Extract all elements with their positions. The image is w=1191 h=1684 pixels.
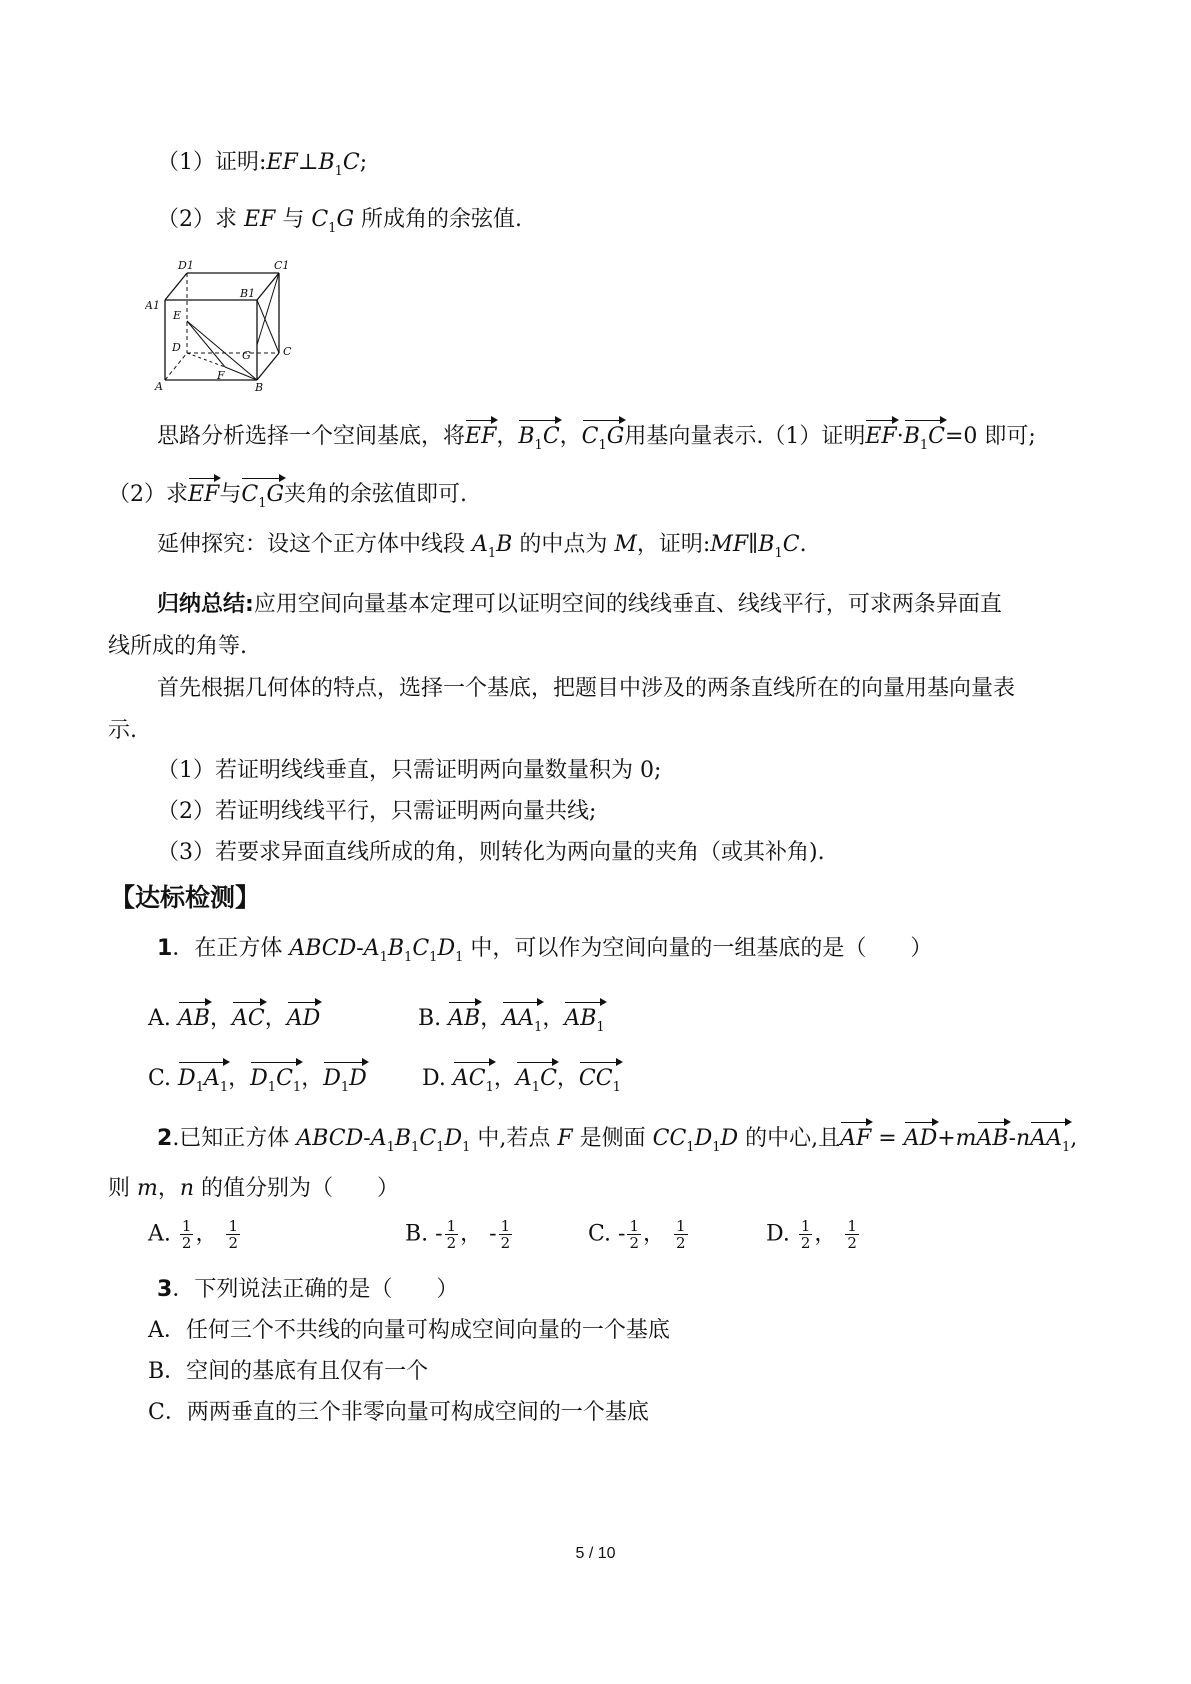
question-3-option-C[interactable]: C．两两垂直的三个非零向量可构成空间的一个基底 bbox=[148, 1400, 649, 1425]
question-2-option-B[interactable]: B. - $\frac{1}{2}$ ， - $\frac{1}{2}$ bbox=[405, 1217, 511, 1252]
summary-line-3: 首先根据几何体的特点，选择一个基底，把题目中涉及的两条直线所在的向量用基向量表 bbox=[157, 676, 1016, 701]
summary-item-3: （3）若要求异面直线所成的角，则转化为两向量的夹角（或其补角). bbox=[157, 840, 825, 865]
segment-FB bbox=[225, 367, 257, 380]
analysis-text: 思路分析选择一个空间基底，将 bbox=[157, 424, 466, 449]
summary-text: 应用空间向量基本定理可以证明空间的线线垂直、线线平行，可求两条异面直 bbox=[253, 592, 1002, 617]
question-3-stem: 3．下列说法正确的是（ ） bbox=[157, 1277, 459, 1302]
section-title: 【达标检测】 bbox=[110, 883, 261, 912]
cube-edge bbox=[257, 273, 279, 300]
vector-EF: EF bbox=[188, 476, 219, 510]
cube-figure bbox=[145, 255, 305, 400]
page-number: 5 / 10 bbox=[575, 1545, 616, 1562]
label-B: B bbox=[255, 381, 264, 394]
vector-EF: EF bbox=[465, 418, 496, 452]
label-D1: D1 bbox=[178, 259, 194, 272]
cube-edge bbox=[165, 273, 187, 300]
label-C: C bbox=[283, 345, 292, 358]
question-1-option-C[interactable]: C. $D_1A_1$，$D_1C_1$，$D_1D$ bbox=[148, 1060, 367, 1103]
label-E: E bbox=[173, 309, 182, 322]
vector-B1C: $B_1C$ bbox=[518, 418, 559, 461]
analysis-line-2 bbox=[108, 476, 467, 519]
question-3-option-B[interactable]: B．空间的基底有且仅有一个 bbox=[148, 1359, 429, 1384]
hidden-edge bbox=[165, 353, 187, 380]
problem-part-2: （2）求 EF 与 $C_1G$ 所成角的余弦值. bbox=[157, 207, 523, 236]
question-1-option-A[interactable]: A. AB，AC，AD bbox=[148, 1000, 320, 1034]
summary-item-1: （1）若证明线线垂直，只需证明两向量数量积为 0; bbox=[157, 758, 662, 783]
analysis-text: （2）求 bbox=[108, 482, 188, 507]
summary-label: 归纳总结: bbox=[157, 592, 254, 617]
question-3-option-A[interactable]: A．任何三个不共线的向量可构成空间向量的一个基底 bbox=[148, 1318, 670, 1343]
vector-C1G: $C_1G$ bbox=[241, 476, 284, 519]
question-2-option-C[interactable]: C. - $\frac{1}{2}$ ， $\frac{1}{2}$ bbox=[588, 1217, 686, 1252]
question-2-option-D[interactable]: D. $\frac{1}{2}$ ， $\frac{1}{2}$ bbox=[766, 1217, 857, 1252]
analysis-text: =0 即可; bbox=[945, 424, 1036, 449]
label-F: F bbox=[217, 369, 225, 382]
label-G: G bbox=[242, 349, 251, 362]
vector-EF: EF bbox=[865, 418, 896, 452]
label-D: D bbox=[172, 341, 181, 354]
label-B1: B1 bbox=[240, 287, 256, 300]
analysis-text: 用基向量表示.（1）证明 bbox=[624, 424, 866, 449]
summary-line-4: 示. bbox=[108, 718, 137, 743]
question-2-stem: 2.已知正方体 ABCD-$A_1B_1C_1D_1$ 中,若点 F 是侧面 $CC_1D_1D$ 的中心,且AF = AD+mAB-nAA$_1$, bbox=[157, 1120, 1077, 1163]
question-2-option-A[interactable]: A. $\frac{1}{2}$ ， $\frac{1}{2}$ bbox=[148, 1217, 238, 1252]
extension-text: 延伸探究：设这个正方体中线段 $A_1B$ 的中点为 M，证明$:MF\parallel B_1C$. bbox=[157, 532, 807, 561]
analysis-text: 与 bbox=[219, 482, 242, 507]
problem-part-1: （1）证明$:EF\perp B_1C$; bbox=[157, 150, 368, 179]
cube-edge bbox=[257, 353, 279, 380]
label-C1: C1 bbox=[274, 259, 290, 272]
vector-C1G: $C_1G$ bbox=[582, 418, 625, 461]
label-A: A bbox=[155, 380, 163, 393]
vector-B1C: $B_1C$ bbox=[904, 418, 945, 461]
question-1-stem: 1．在正方体 ABCD-$A_1B_1C_1D_1$ 中，可以作为空间向量的一组基底的是（ ） bbox=[157, 936, 933, 965]
summary-item-2: （2）若证明线线平行，只需证明两向量共线; bbox=[157, 799, 597, 824]
label-A1: A1 bbox=[145, 299, 160, 312]
summary-line-2: 线所成的角等. bbox=[108, 634, 247, 659]
analysis-text: 夹角的余弦值即可. bbox=[284, 482, 468, 507]
question-1-option-D[interactable]: D. $AC_1$，$A_1C$，$CC_1$ bbox=[422, 1060, 621, 1103]
question-1-option-B[interactable]: B. AB，$AA_1$，$AB_1$ bbox=[418, 1000, 605, 1043]
analysis-line-1: 思路分析选择一个空间基底，将EF，$B_1C$，$C_1G$用基向量表示.（1）证明$EF\cdot B_1C=0$ 即可; bbox=[157, 418, 1036, 461]
question-2-stem-cont: 则 m，n 的值分别为（ ） bbox=[108, 1176, 400, 1201]
summary-line-1 bbox=[157, 590, 1002, 620]
